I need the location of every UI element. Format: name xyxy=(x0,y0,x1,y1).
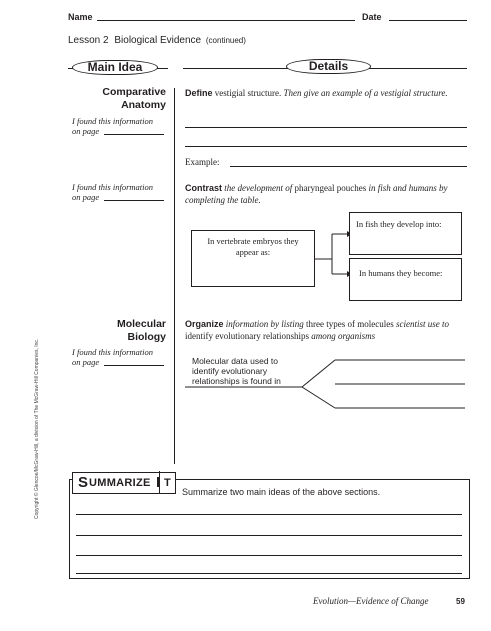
lesson-suffix: (continued) xyxy=(205,36,246,45)
found-info-text: on page xyxy=(72,192,100,202)
summarize-title xyxy=(72,472,176,494)
instruction-keyword: Contrast xyxy=(185,183,223,193)
instruction-text: information by listing xyxy=(223,319,307,329)
summarize-title-initial: I xyxy=(156,474,161,491)
summary-line[interactable] xyxy=(76,555,462,556)
table-box-text: In humans they become: xyxy=(359,268,443,278)
main-idea-heading: Main Idea xyxy=(72,60,158,75)
instruction-keyword: Define xyxy=(185,88,213,98)
page-number: 59 xyxy=(456,597,465,606)
copyright-notice: Copyright © Glencoe/McGraw-Hill, a division of The McGraw-Hill Companies, Inc. xyxy=(34,338,40,519)
summary-line[interactable] xyxy=(76,573,462,574)
instruction-text: pharyngeal pouches xyxy=(294,183,367,193)
instruction-organize xyxy=(185,318,471,342)
table-box-embryos[interactable] xyxy=(191,230,315,287)
summarize-title-initial: S xyxy=(78,474,89,491)
name-field[interactable] xyxy=(97,20,355,21)
lesson-title: Lesson 2 xyxy=(68,35,109,46)
found-info-1 xyxy=(72,116,153,136)
found-info-text: on page xyxy=(72,357,100,367)
instruction-text: among organisms xyxy=(308,331,376,341)
summary-line[interactable] xyxy=(76,535,462,536)
instruction-text: Then give an example of a vestigial structure. xyxy=(283,88,448,98)
instruction-text: in fish and humans by completing the table. xyxy=(185,183,448,205)
summarize-title-word: UMMARIZE xyxy=(89,477,151,489)
example-label: Example: xyxy=(185,157,220,167)
instruction-text: vestigial structure. xyxy=(212,88,284,98)
section-title-line: Biology xyxy=(127,331,166,343)
section-title-comparative-anatomy xyxy=(70,86,166,112)
section-title-molecular-biology xyxy=(70,318,166,344)
page-blank-2[interactable] xyxy=(104,200,164,201)
name-label: Name xyxy=(68,12,93,22)
answer-line[interactable] xyxy=(185,146,467,147)
found-info-text: on page xyxy=(72,126,100,136)
example-line[interactable] xyxy=(230,166,467,167)
details-heading: Details xyxy=(286,59,371,74)
instruction-text: identify evolutionary relationships xyxy=(185,331,309,341)
date-label: Date xyxy=(362,12,382,22)
table-box-fish[interactable] xyxy=(349,212,462,255)
table-box-humans[interactable] xyxy=(349,258,462,301)
instruction-define xyxy=(185,87,467,99)
page-blank-3[interactable] xyxy=(104,365,164,366)
summarize-prompt: Summarize two main ideas of the above sections. xyxy=(182,487,381,497)
lesson-subject: Biological Evidence xyxy=(114,35,202,46)
summary-line[interactable] xyxy=(76,514,462,515)
branch-arrows xyxy=(314,224,354,284)
instruction-text: three types of molecules xyxy=(306,319,394,329)
table-box-text: In vertebrate embryos they appear as: xyxy=(207,236,299,257)
answer-line[interactable] xyxy=(185,127,467,128)
lesson-heading xyxy=(68,35,246,46)
found-info-text: I found this information xyxy=(72,347,153,357)
section-title-line: Molecular xyxy=(116,318,166,330)
section-title-line: Comparative xyxy=(102,86,166,98)
section-title-line: Anatomy xyxy=(121,99,166,111)
found-info-text: I found this information xyxy=(72,116,153,126)
instruction-contrast xyxy=(185,182,467,206)
found-info-text: I found this information xyxy=(72,182,153,192)
footer-title: Evolution—Evidence of Change xyxy=(313,596,429,606)
found-info-3 xyxy=(72,347,153,367)
found-info-2 xyxy=(72,182,153,202)
instruction-text: scientist use to xyxy=(393,319,450,329)
summarize-title-word: T xyxy=(164,477,171,489)
instruction-text: the development of xyxy=(222,183,295,193)
molecular-diagram-text: Molecular data used to identify evolutionary relationships is found in xyxy=(192,356,281,386)
instruction-keyword: Organize xyxy=(185,319,224,329)
column-divider xyxy=(174,88,175,464)
date-field[interactable] xyxy=(389,20,467,21)
page-blank-1[interactable] xyxy=(104,134,164,135)
molecular-diagram xyxy=(185,352,467,412)
table-box-text: In fish they develop into: xyxy=(356,219,442,229)
